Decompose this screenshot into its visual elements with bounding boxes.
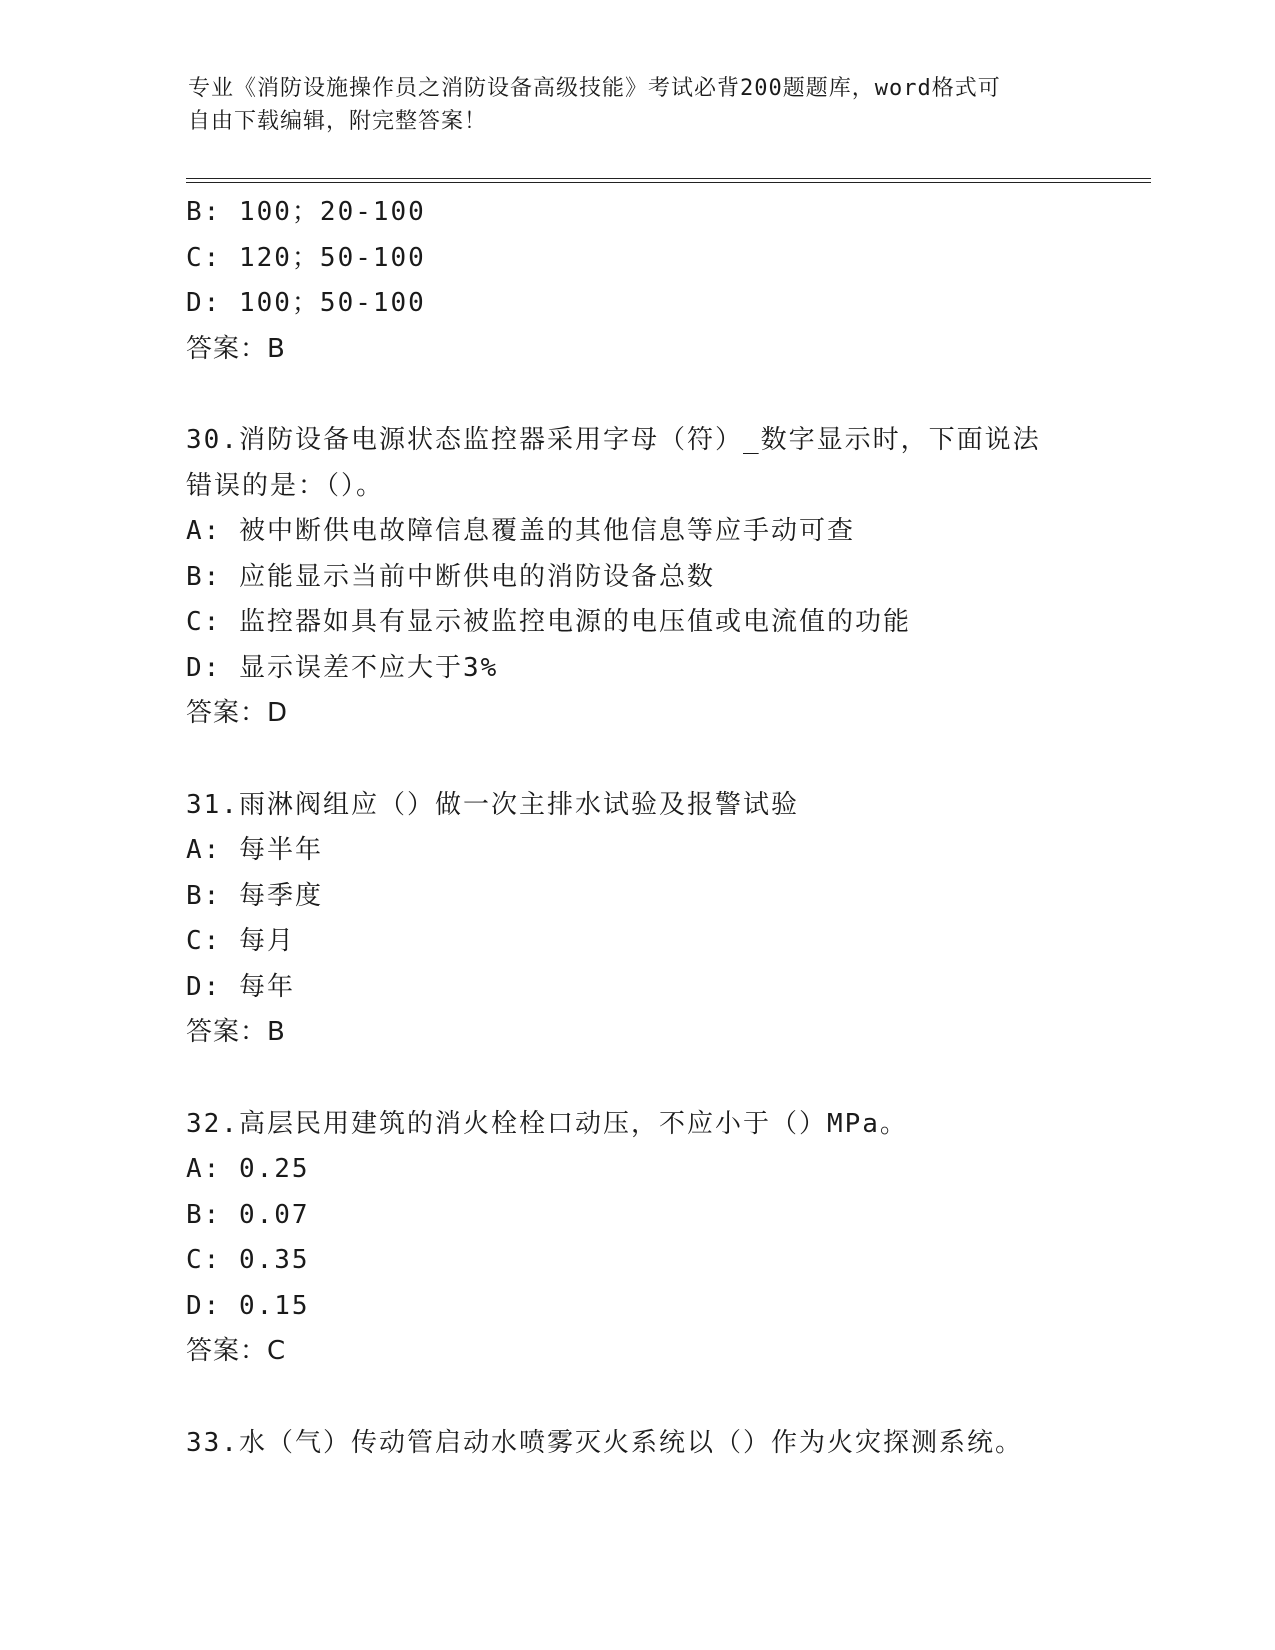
option-c: C: 120；50-100 [186, 242, 426, 273]
document-header [188, 72, 1088, 138]
answer-line: 答案：B [186, 333, 286, 364]
option-d: D: 100；50-100 [186, 288, 426, 318]
question-33 [186, 1421, 1116, 1467]
header-divider-top [186, 178, 1151, 179]
option-a: A: 每半年 [186, 835, 323, 865]
answer-line: 答案：B [186, 1017, 286, 1047]
question-stem-line-2: 错误的是：（）。 [186, 470, 385, 501]
option-a: A: 0.25 [186, 1154, 310, 1184]
header-divider-bottom [186, 182, 1151, 183]
question-29-continuation [186, 190, 1116, 372]
option-c: C: 每月 [186, 926, 295, 956]
option-c: C: 监控器如具有显示被监控电源的电压值或电流值的功能 [186, 607, 911, 637]
header-line-1: 专业《消防设施操作员之消防设备高级技能》考试必背200题题库，word格式可 [188, 76, 1001, 101]
option-b: B: 0.07 [186, 1199, 310, 1230]
question-stem-line-1: 33.水（气）传动管启动水喷雾灭火系统以（）作为火灾探测系统。 [186, 1427, 1023, 1458]
question-31 [186, 783, 1116, 1056]
document-body [186, 190, 1116, 1466]
option-d: D: 0.15 [186, 1290, 310, 1321]
question-stem-line-1: 30.消防设备电源状态监控器采用字母（符）_数字显示时，下面说法 [186, 425, 1041, 455]
spacer [186, 1056, 1116, 1102]
question-stem-line-1: 31.雨淋阀组应（）做一次主排水试验及报警试验 [186, 789, 799, 820]
option-a: A: 被中断供电故障信息覆盖的其他信息等应手动可查 [186, 516, 855, 546]
option-d: D: 每年 [186, 971, 295, 1002]
header-line-2: 自由下载编辑，附完整答案！ [188, 109, 488, 134]
spacer [186, 372, 1116, 418]
option-b: B: 100；20-100 [186, 197, 426, 227]
question-stem-line-1: 32.高层民用建筑的消火栓栓口动压，不应小于（）MPa。 [186, 1108, 908, 1139]
answer-line: 答案：D [186, 698, 289, 728]
option-d: D: 显示误差不应大于3% [186, 652, 499, 683]
option-c: C: 0.35 [186, 1245, 310, 1275]
answer-line: 答案：C [186, 1336, 287, 1366]
question-30 [186, 418, 1116, 737]
question-32 [186, 1102, 1116, 1375]
option-b: B: 应能显示当前中断供电的消防设备总数 [186, 561, 715, 592]
option-b: B: 每季度 [186, 880, 323, 911]
spacer [186, 1375, 1116, 1421]
spacer [186, 737, 1116, 783]
